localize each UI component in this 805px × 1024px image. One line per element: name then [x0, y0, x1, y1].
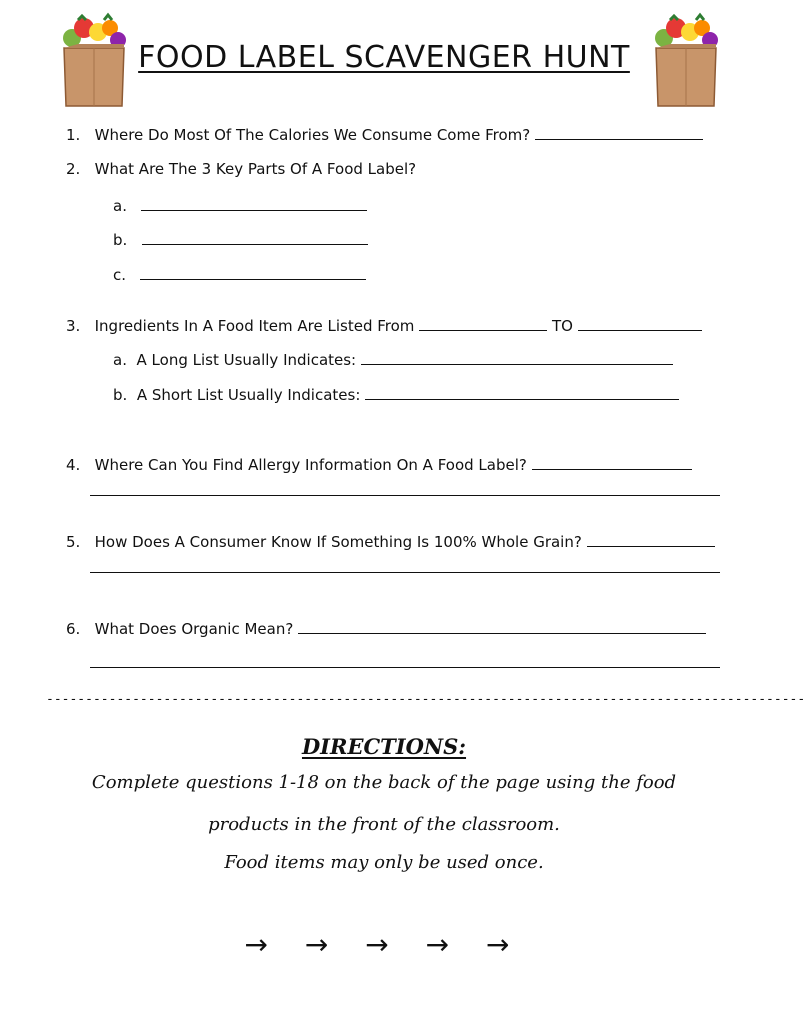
answer-blank[interactable] — [141, 196, 367, 211]
answer-blank[interactable] — [361, 350, 673, 365]
sub-answer-c — [113, 265, 366, 284]
question-number: 6. — [66, 620, 81, 638]
answer-blank-to[interactable] — [578, 316, 702, 331]
question-5 — [66, 532, 715, 551]
question-number: 3. — [66, 317, 81, 335]
question-3a — [113, 350, 673, 369]
question-number: 4. — [66, 456, 81, 474]
answer-blank[interactable] — [535, 125, 703, 140]
question-6 — [66, 619, 706, 638]
sub-letter: b. — [113, 386, 128, 404]
directions-line-3: Food items may only be used once. — [224, 852, 544, 873]
question-text: Where Do Most Of The Calories We Consume Come From? — [94, 126, 531, 144]
question-text: How Does A Consumer Know If Something Is 100% Whole Grain? — [94, 533, 582, 551]
answer-blank-from[interactable] — [419, 316, 547, 331]
question-1 — [66, 125, 703, 144]
question-2 — [66, 160, 416, 178]
sub-letter: b. — [113, 231, 128, 249]
answer-blank[interactable] — [140, 265, 366, 280]
question-text: What Does Organic Mean? — [94, 620, 294, 638]
answer-blank[interactable] — [298, 619, 706, 634]
sub-answer-a — [113, 196, 367, 215]
directions-line-1: Complete questions 1-18 on the back of the page using the food — [91, 772, 677, 793]
question-text: Where Can You Find Allergy Information On A Food Label? — [94, 456, 527, 474]
sub-letter: a. — [113, 351, 127, 369]
sub-question-text: A Short List Usually Indicates: — [136, 386, 361, 404]
answer-line[interactable] — [90, 667, 720, 668]
question-number: 2. — [66, 160, 81, 178]
answer-blank[interactable] — [142, 230, 368, 245]
question-4 — [66, 455, 692, 474]
directions-line-2: products in the front of the classroom. — [208, 814, 560, 835]
question-text: Ingredients In A Food Item Are Listed From — [94, 317, 415, 335]
sub-answer-b — [113, 230, 368, 249]
answer-line[interactable] — [90, 572, 720, 573]
answer-blank[interactable] — [532, 455, 692, 470]
question-3b — [113, 385, 679, 404]
sub-letter: a. — [113, 197, 127, 215]
question-3 — [66, 316, 702, 335]
dashed-separator: ------------------------------------------------------------------------------------------------- — [46, 692, 805, 707]
arrow-icons: → → → → → — [244, 928, 524, 961]
question-number: 1. — [66, 126, 81, 144]
answer-blank[interactable] — [365, 385, 679, 400]
directions-heading: DIRECTIONS: — [301, 734, 467, 759]
question-number: 5. — [66, 533, 81, 551]
sub-question-text: A Long List Usually Indicates: — [136, 351, 357, 369]
to-label: TO — [551, 317, 573, 335]
page-title: FOOD LABEL SCAVENGER HUNT — [138, 40, 630, 75]
sub-letter: c. — [113, 266, 127, 284]
answer-line[interactable] — [90, 495, 720, 496]
answer-blank[interactable] — [587, 532, 715, 547]
question-text: What Are The 3 Key Parts Of A Food Label? — [94, 160, 417, 178]
